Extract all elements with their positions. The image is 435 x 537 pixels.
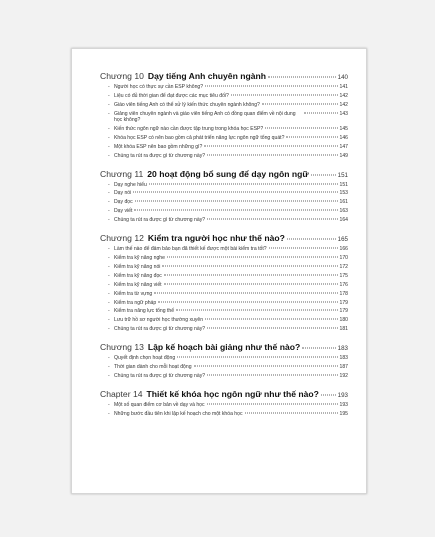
dot-leader xyxy=(164,283,338,284)
entry-page-number: 146 xyxy=(339,134,348,141)
entry-page-number: 143 xyxy=(339,111,348,118)
book-page xyxy=(71,48,367,494)
entry-bullet: - xyxy=(108,401,110,408)
entry-bullet: - xyxy=(108,152,110,159)
toc-entry xyxy=(108,325,348,334)
toc-entry xyxy=(108,307,348,316)
dot-leader xyxy=(134,210,337,211)
entry-page-number: 187 xyxy=(339,364,348,371)
entry-text: Kiểm tra ngữ pháp xyxy=(114,299,157,306)
dot-leader xyxy=(268,77,336,78)
entry-page-number: 147 xyxy=(339,143,348,150)
section-spacer xyxy=(100,334,348,342)
entry-text: Dạy đọc xyxy=(114,199,133,206)
dot-leader xyxy=(262,103,338,104)
toc-entry xyxy=(108,143,348,152)
entry-bullet: - xyxy=(108,372,110,379)
chapter-heading xyxy=(100,71,348,83)
dot-leader xyxy=(204,145,337,146)
entry-bullet: - xyxy=(108,355,110,362)
entry-page-number: 178 xyxy=(339,290,348,297)
dot-leader xyxy=(311,174,336,175)
entry-text: Kiểm tra kỹ năng nói xyxy=(114,263,161,270)
entry-bullet: - xyxy=(108,254,110,261)
entry-bullet: - xyxy=(108,125,110,132)
entry-text: Dạy viết xyxy=(114,208,133,215)
dot-leader xyxy=(265,127,337,128)
entry-text: Làm thế nào để đảm bảo bạn đã thiết kế được một bài kiểm tra tốt? xyxy=(114,246,267,253)
section-spacer xyxy=(100,225,348,233)
entry-text: Giảng viên chuyên ngành và giáo viên tiếng Anh có đồng quan điểm về nội dung học không? xyxy=(114,111,296,124)
entry-text: Chúng ta rút ra được gì từ chương này? xyxy=(114,326,206,333)
dot-leader xyxy=(269,248,338,249)
chapter-page-number: 151 xyxy=(337,171,348,179)
entry-bullet: - xyxy=(108,181,110,188)
entry-text: Giáo viên tiếng Anh có thể xử lý kiến thức chuyên ngành không? xyxy=(114,101,260,108)
entry-bullet: - xyxy=(108,111,110,118)
entry-bullet: - xyxy=(108,246,110,253)
dot-leader xyxy=(149,183,338,184)
chapter-page-number: 165 xyxy=(337,236,348,244)
dot-leader xyxy=(154,292,337,293)
entry-text: Kiến thức ngôn ngữ nào cần được tập trung trong khóa học ESP? xyxy=(114,125,264,132)
dot-leader xyxy=(177,357,337,358)
entry-text: Chúng ta rút ra được gì từ chương này? xyxy=(114,217,206,224)
entry-bullet: - xyxy=(108,308,110,315)
toc-entry xyxy=(108,216,348,225)
toc-entry xyxy=(108,281,348,290)
chapter-number: Chapter 14 xyxy=(100,388,143,399)
entry-page-number: 145 xyxy=(339,125,348,132)
toc-entry xyxy=(108,272,348,281)
entry-text: Lưu trữ hồ sơ người học thường xuyên xyxy=(114,317,204,324)
entry-page-number: 180 xyxy=(339,317,348,324)
toc-entry xyxy=(108,290,348,299)
chapter-page-number: 193 xyxy=(337,391,348,399)
dot-leader xyxy=(302,348,335,349)
dot-leader xyxy=(304,113,338,114)
chapter-heading xyxy=(100,389,348,401)
chapter-title: 20 hoạt động bổ sung để dạy ngôn ngữ xyxy=(147,168,309,179)
entry-bullet: - xyxy=(108,326,110,333)
entry-page-number: 170 xyxy=(339,254,348,261)
entry-text: Kiểm tra năng lực tổng thể xyxy=(114,308,175,315)
entry-text: Dạy nói xyxy=(114,190,132,197)
entry-text: Người học có thực sự cần ESP không? xyxy=(114,84,204,90)
entry-page-number: 142 xyxy=(339,92,348,99)
toc-entry xyxy=(108,354,348,363)
entry-text: Liệu có đủ thời gian để đạt được các mục tiêu đối? xyxy=(114,92,229,99)
section-spacer xyxy=(100,161,348,169)
entry-bullet: - xyxy=(108,364,110,371)
entry-text: Dạy nghe hiểu xyxy=(114,181,147,188)
dot-leader xyxy=(164,274,338,275)
dot-leader xyxy=(167,256,338,257)
dot-leader xyxy=(176,310,337,311)
entry-page-number: 142 xyxy=(339,101,348,108)
entry-bullet: - xyxy=(108,92,110,99)
entry-bullet: - xyxy=(108,190,110,197)
dot-leader xyxy=(207,328,337,329)
chapter-number: Chương 10 xyxy=(100,71,144,81)
entry-page-number: 181 xyxy=(339,326,348,333)
entry-bullet: - xyxy=(108,217,110,224)
toc-entry xyxy=(108,372,348,381)
entry-bullet: - xyxy=(108,290,110,297)
entry-page-number: 151 xyxy=(339,181,348,188)
toc-entry xyxy=(108,401,348,410)
dot-leader xyxy=(162,265,337,266)
chapter-number: Chương 12 xyxy=(100,233,144,244)
dot-leader xyxy=(207,374,337,375)
entry-text: Kiểm tra kỹ năng viết xyxy=(114,281,162,288)
entry-bullet: - xyxy=(108,134,110,141)
dot-leader xyxy=(245,412,338,413)
entry-page-number: 195 xyxy=(339,410,348,417)
entry-text: Thời gian dành cho mỗi hoạt động xyxy=(114,364,192,371)
entry-bullet: - xyxy=(108,143,110,150)
entry-page-number: 149 xyxy=(339,152,348,159)
entry-text: Những bước đầu tiên khi lập kế hoạch cho một khóa học xyxy=(114,410,243,417)
entry-bullet: - xyxy=(108,410,110,417)
toc-entry xyxy=(108,189,348,198)
chapter-page-number: 140 xyxy=(337,74,348,81)
dot-leader xyxy=(194,366,338,367)
toc-entry xyxy=(108,245,348,254)
toc-entry xyxy=(108,263,348,272)
entry-bullet: - xyxy=(108,199,110,206)
entry-bullet: - xyxy=(108,281,110,288)
dot-leader xyxy=(207,154,337,155)
dot-leader xyxy=(231,94,338,95)
entry-bullet: - xyxy=(108,101,110,108)
toc-entry xyxy=(108,110,348,125)
toc-entry xyxy=(108,207,348,216)
entry-text: Quyết định chọn hoạt động xyxy=(114,355,176,362)
entry-page-number: 179 xyxy=(339,299,348,306)
toc-entry xyxy=(108,83,348,92)
toc-entry xyxy=(108,410,348,419)
entry-page-number: 183 xyxy=(339,355,348,362)
entry-bullet: - xyxy=(108,299,110,306)
entry-text: Chúng ta rút ra được gì từ chương này? xyxy=(114,152,206,159)
toc-entry xyxy=(108,181,348,190)
dot-leader xyxy=(158,301,337,302)
toc-entry xyxy=(108,134,348,143)
chapter-heading xyxy=(100,342,348,354)
toc-entry xyxy=(108,92,348,101)
chapter-page-number: 183 xyxy=(337,345,348,353)
entry-text: Một khóa ESP nên bao gồm những gì? xyxy=(114,143,203,150)
chapter-title: Kiểm tra người học như thế nào? xyxy=(147,233,285,244)
section-spacer xyxy=(100,381,348,389)
entry-page-number: 193 xyxy=(339,401,348,408)
entry-bullet: - xyxy=(108,84,110,90)
entry-bullet: - xyxy=(108,317,110,324)
entry-page-number: 172 xyxy=(339,263,348,270)
toc-entry xyxy=(108,254,348,263)
entry-page-number: 175 xyxy=(339,272,348,279)
entry-page-number: 192 xyxy=(339,372,348,379)
dot-leader xyxy=(205,319,337,320)
dot-leader xyxy=(207,403,338,404)
dot-leader xyxy=(207,219,337,220)
chapter-number: Chương 11 xyxy=(100,168,144,179)
entry-bullet: - xyxy=(108,272,110,279)
entry-text: Kiểm tra từ vựng xyxy=(114,290,153,297)
chapter-heading xyxy=(100,169,348,181)
chapter-heading xyxy=(100,233,348,245)
dot-leader xyxy=(133,192,337,193)
entry-page-number: 164 xyxy=(339,217,348,224)
toc-entry xyxy=(108,363,348,372)
entry-page-number: 161 xyxy=(339,199,348,206)
entry-text: Kiểm tra kỹ năng nghe xyxy=(114,254,165,261)
dot-leader xyxy=(135,201,338,202)
entry-page-number: 166 xyxy=(339,246,348,253)
toc-entry xyxy=(108,198,348,207)
dot-leader xyxy=(205,86,337,87)
entry-page-number: 163 xyxy=(339,208,348,215)
entry-page-number: 176 xyxy=(339,281,348,288)
dot-leader xyxy=(287,239,336,240)
table-of-contents xyxy=(100,71,348,419)
entry-text: Kiểm tra kỹ năng đọc xyxy=(114,272,162,279)
toc-entry xyxy=(108,152,348,161)
toc-entry xyxy=(108,101,348,110)
entry-text: Chúng ta rút ra được gì từ chương này? xyxy=(114,372,206,379)
entry-bullet: - xyxy=(108,263,110,270)
dot-leader xyxy=(286,136,337,137)
entry-text: Khóa học ESP có nên bao gồm cả phát triển năng lực ngôn ngữ tổng quát? xyxy=(114,134,285,141)
dot-leader xyxy=(321,394,336,395)
entry-text: Một số quan điểm cơ bản về dạy và học xyxy=(114,401,205,408)
entry-page-number: 179 xyxy=(339,308,348,315)
chapter-title: Dạy tiếng Anh chuyên ngành xyxy=(147,71,266,81)
entry-bullet: - xyxy=(108,208,110,215)
entry-page-number: 141 xyxy=(339,84,348,90)
toc-entry xyxy=(108,299,348,308)
chapter-number: Chương 13 xyxy=(100,342,144,353)
toc-entry xyxy=(108,125,348,134)
toc-entry xyxy=(108,316,348,325)
chapter-title: Lập kế hoạch bài giảng như thế nào? xyxy=(147,342,301,353)
chapter-title: Thiết kế khóa học ngôn ngữ như thế nào? xyxy=(146,388,319,399)
entry-page-number: 153 xyxy=(339,190,348,197)
